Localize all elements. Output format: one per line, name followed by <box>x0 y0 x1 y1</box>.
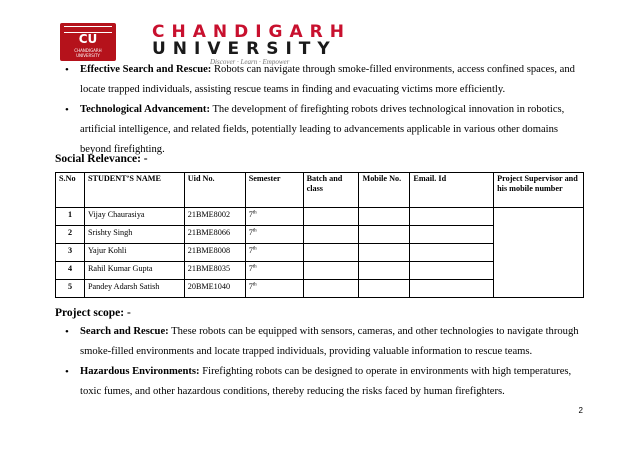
cell-name: Vijay Chaurasiya <box>84 208 184 226</box>
cell-email <box>410 244 494 262</box>
scope-bullet <box>62 322 582 362</box>
cell-batch <box>303 262 359 280</box>
semester-suffix: th <box>252 210 257 216</box>
cell-mobile <box>359 262 410 280</box>
cell-batch <box>303 208 359 226</box>
cell-mobile <box>359 244 410 262</box>
semester-value: 7 <box>248 246 253 255</box>
cell-uid: 21BME8035 <box>184 262 245 280</box>
cell-name: Yajur Kohli <box>84 244 184 262</box>
logo-word-chandigarh: CHANDIGARH <box>152 22 351 42</box>
semester-suffix: th <box>252 282 257 288</box>
column-header-uid: Uid No. <box>184 173 245 208</box>
cell-semester <box>245 244 303 262</box>
seal-caption: CHANDIGARH UNIVERSITY <box>74 48 102 58</box>
cell-sno: 2 <box>56 226 85 244</box>
cell-uid: 21BME8002 <box>184 208 245 226</box>
cell-batch <box>303 226 359 244</box>
seal-monogram: CU <box>78 32 98 46</box>
semester-value: 7 <box>248 210 253 219</box>
cell-batch <box>303 280 359 298</box>
cell-uid: 21BME8066 <box>184 226 245 244</box>
cell-semester <box>245 280 303 298</box>
bullet-text: These robots can be equipped with sensors, cameras, and other technologies to navigate through smoke-filled environments and locate trapped individuals, providing valuable information to rescue teams. <box>80 326 579 357</box>
cell-supervisor <box>494 208 584 298</box>
column-header-supervisor: Project Supervisor and his mobile number <box>494 173 584 208</box>
cell-email <box>410 280 494 298</box>
cell-sno: 4 <box>56 262 85 280</box>
cell-name: Pandey Adarsh Satish <box>84 280 184 298</box>
cell-semester <box>245 262 303 280</box>
cell-mobile <box>359 226 410 244</box>
cell-uid: 20BME1040 <box>184 280 245 298</box>
intro-bullet <box>62 60 582 100</box>
logo-word-university: UNIVERSITY <box>152 39 337 59</box>
cell-uid: 21BME8008 <box>184 244 245 262</box>
university-logo <box>60 22 390 66</box>
bullet-text: The development of firefighting robots drives technological innovation in robotics, artificial intelligence, and related fields, potentially leading to advancements applicable in various other domains beyond firefighting. <box>80 104 565 155</box>
bullet-text: Robots can navigate through smoke-filled environments, access confined spaces, and locate trapped individuals, assisting rescue teams in finding and evacuating victims more efficiently. <box>80 64 575 95</box>
cell-mobile <box>359 280 410 298</box>
cell-semester <box>245 226 303 244</box>
cell-sno: 1 <box>56 208 85 226</box>
semester-value: 7 <box>248 228 253 237</box>
column-header-sno: S.No <box>56 173 85 208</box>
cell-name: Rahil Kumar Gupta <box>84 262 184 280</box>
semester-suffix: th <box>252 246 257 252</box>
cell-sno: 3 <box>56 244 85 262</box>
bullet-title: Search and Rescue: <box>80 326 169 337</box>
semester-value: 7 <box>248 264 253 273</box>
cell-semester <box>245 208 303 226</box>
column-header-name: STUDENT’S NAME <box>84 173 184 208</box>
cell-sno: 5 <box>56 280 85 298</box>
bullet-title: Effective Search and Rescue: <box>80 64 212 75</box>
column-header-email: Email. Id <box>410 173 494 208</box>
intro-bullet-list <box>62 60 582 160</box>
cell-email <box>410 262 494 280</box>
table-header-row <box>56 173 584 208</box>
logo-tagline: Discover · Learn · Empower <box>210 58 290 66</box>
table-row <box>56 208 584 226</box>
social-relevance-heading: Social Relevance: - <box>55 153 148 165</box>
scope-bullet-list <box>62 322 582 402</box>
cell-email <box>410 208 494 226</box>
column-header-mobile: Mobile No. <box>359 173 410 208</box>
scope-bullet <box>62 362 582 402</box>
cell-name: Srishty Singh <box>84 226 184 244</box>
university-seal <box>60 23 116 61</box>
page-number: 2 <box>578 406 583 415</box>
semester-suffix: th <box>252 228 257 234</box>
semester-value: 7 <box>248 282 253 291</box>
cell-email <box>410 226 494 244</box>
column-header-batch: Batch and class <box>303 173 359 208</box>
semester-suffix: th <box>252 264 257 270</box>
column-header-semester: Semester <box>245 173 303 208</box>
student-table <box>55 172 584 298</box>
intro-bullet <box>62 100 582 160</box>
bullet-title: Technological Advancement: <box>80 104 210 115</box>
bullet-text: Firefighting robots can be designed to operate in environments with high temperatures, toxic fumes, and other hazardous conditions, thereby reducing the risks faced by human firefighters. <box>80 366 572 397</box>
project-scope-heading: Project scope: - <box>55 307 131 319</box>
cell-batch <box>303 244 359 262</box>
cell-mobile <box>359 208 410 226</box>
bullet-title: Hazardous Environments: <box>80 366 200 377</box>
